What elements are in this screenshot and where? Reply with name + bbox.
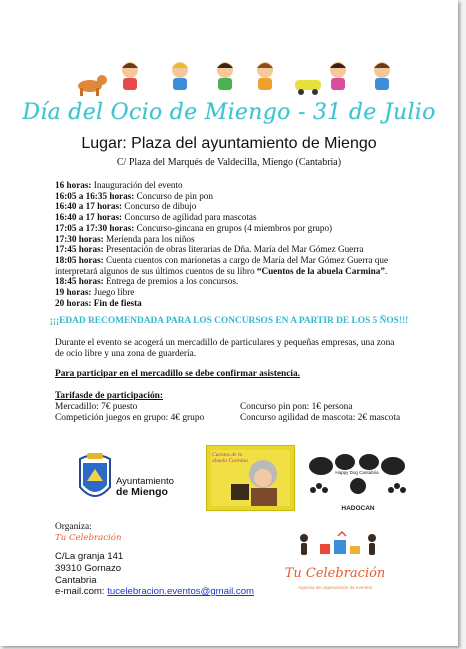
kid-2-icon xyxy=(172,62,188,90)
organizer-label: Organiza: xyxy=(55,522,92,532)
email-link[interactable]: tucelebracion.eventos@gmail.com xyxy=(107,586,255,597)
schedule-item: 16:05 a 16:35 horas: Concurso de pin pon xyxy=(55,190,213,201)
hadocan-tagline: Happy Dog Cantabria xyxy=(335,470,379,475)
hadocan-name: HADOCAN xyxy=(341,505,375,512)
dog-icon xyxy=(78,75,107,96)
fee-item: Concurso pin pon: 1€ persona xyxy=(240,402,353,412)
schedule-item: 16:40 a 17 horas: Concurso de dibujo xyxy=(55,201,197,212)
book-cover-title: Cuentos de la abuela Carmina xyxy=(212,452,248,464)
fee-item: Competición juegos en grupo: 4€ grupo xyxy=(55,413,205,423)
kid-6-icon xyxy=(374,62,390,90)
ayuntamiento-logo-text: Ayuntamiento de Miengo xyxy=(116,476,174,498)
kid-5-icon xyxy=(330,62,346,90)
organizer-address-street: C/La granja 141 xyxy=(55,551,124,562)
schedule-item: 16:40 a 17 horas: Concurso de agilidad para mascotas xyxy=(55,212,257,223)
schedule-item: 17:05 a 17:30 horas: Concurso-gincana en grupos (4 miembros por grupo) xyxy=(55,222,333,233)
age-notice: ¡¡¡EDAD RECOMENDADA PARA LOS CONCURSOS EN A PARTIR DE LOS 5 ÑOS!!! xyxy=(49,316,409,326)
fee-item: Mercadillo: 7€ puesto xyxy=(55,402,138,412)
organizer-brand: Tu Celebración xyxy=(55,533,122,543)
market-note: Para participar en el mercadillo se debe confirmar asistencia. xyxy=(55,369,301,379)
toy-car-icon xyxy=(295,80,321,95)
fees-heading: Tarifasde de participación: xyxy=(55,391,163,401)
celebration-tagline: Agencia de organización de eventos xyxy=(297,585,373,590)
venue-address: C/ Plaza del Marqués de Valdecilla, Miengo (Cantabria) xyxy=(116,157,342,168)
schedule-item: 19 horas: Juego libre xyxy=(55,287,135,298)
fee-item: Concurso agilidad de mascota: 2€ mascota xyxy=(240,413,401,423)
children-illustration xyxy=(70,58,400,98)
kid-3-icon xyxy=(217,62,233,90)
schedule-list xyxy=(55,180,415,308)
kid-1-icon xyxy=(122,62,138,90)
organizer-email: e-mail.com: tucelebracion.eventos@gmail.com xyxy=(55,586,255,597)
schedule-item: 18:45 horas: Entrega de premios a los concursos. xyxy=(55,276,239,287)
schedule-item: 18:05 horas: Cuenta cuentos con marionetas a cargo de María del Mar Gómez Guerra que interpretará algunos de sus últimos cuentos de su libro “Cuentos de la abuela Carmina”. xyxy=(55,254,389,276)
celebration-figures-icon xyxy=(294,530,384,566)
venue-heading: Lugar: Plaza del ayuntamiento de Miengo xyxy=(81,135,377,152)
event-title: Día del Ocio de Miengo - 31 de Julio xyxy=(22,100,436,125)
schedule-item: 16 horas: Inauguración del evento xyxy=(55,180,183,190)
schedule-item: 20 horas: Fin de fiesta xyxy=(55,297,142,308)
schedule-item: 17:45 horas: Presentación de obras literarias de Dña. María del Mar Gómez Guerra xyxy=(55,244,364,255)
kid-4-icon xyxy=(257,62,273,90)
intro-paragraph: Durante el evento se acogerá un mercadillo de particulares y pequeñas empresas, una zona de ocio libre y una zona de guardería. xyxy=(55,338,395,360)
celebration-brand: Tu Celebración xyxy=(284,566,386,581)
organizer-address-city: 39310 Gornazo xyxy=(55,563,122,574)
schedule-item: 17:30 horas: Merienda para los niños xyxy=(55,233,195,244)
organizer-address-region: Cantabria xyxy=(55,575,97,586)
